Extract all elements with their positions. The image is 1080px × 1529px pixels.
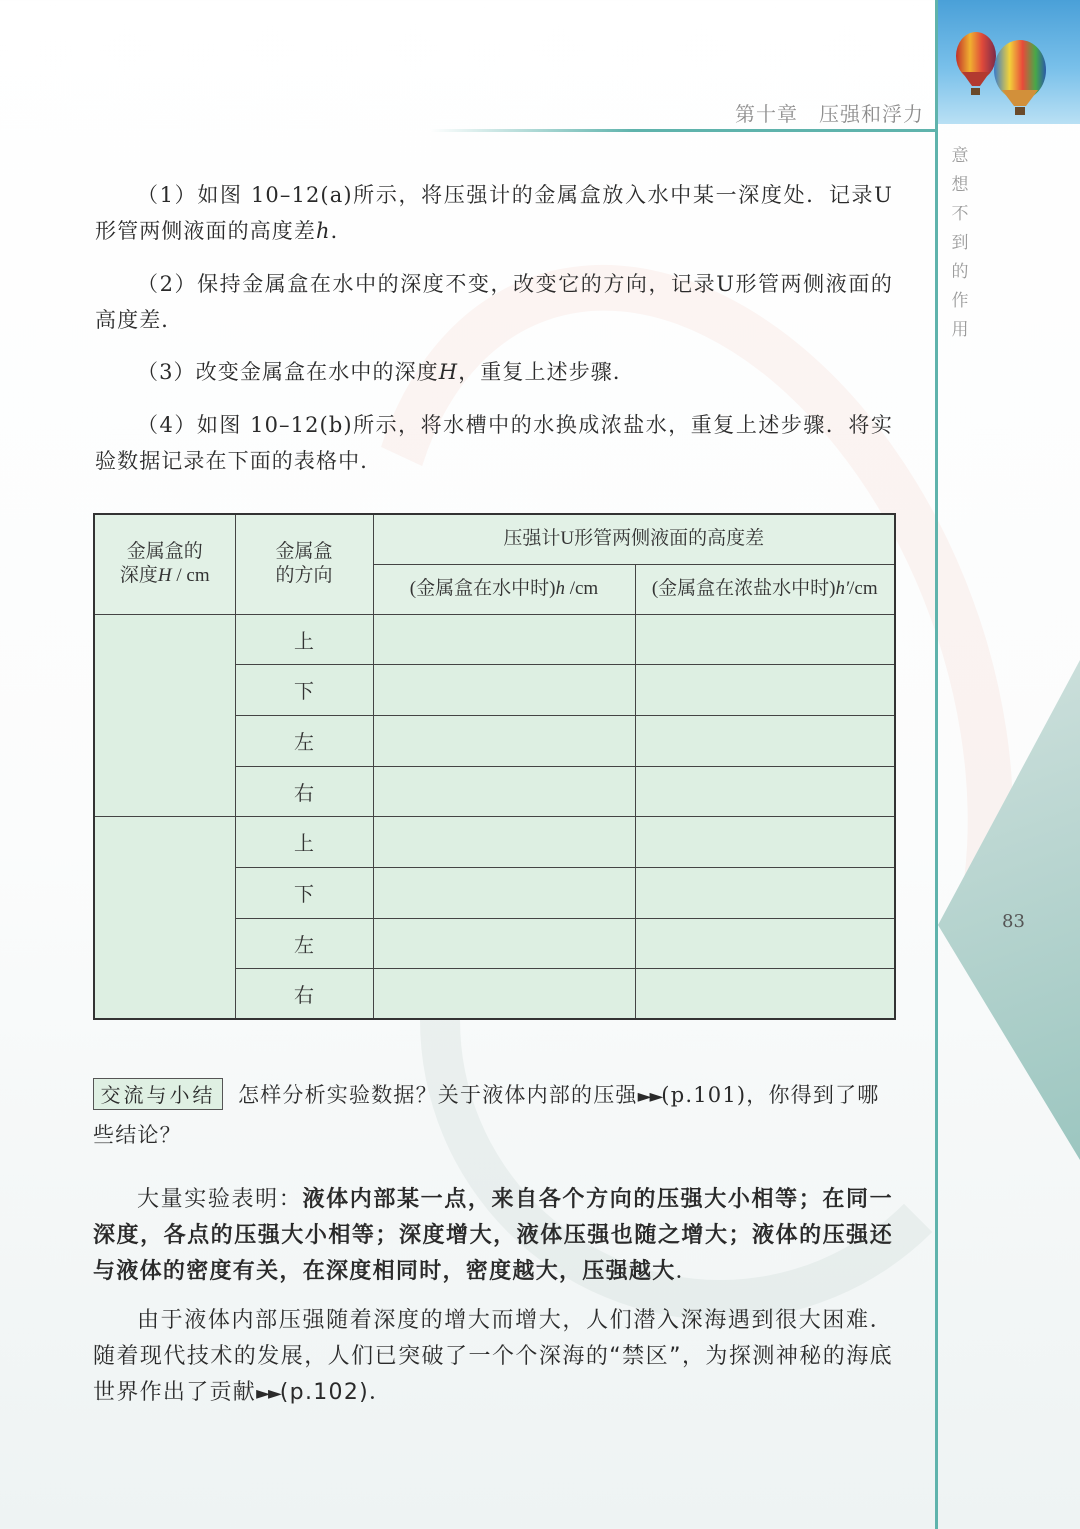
direction-cell: 右 <box>235 766 373 816</box>
variable: H <box>157 565 172 587</box>
water-cell <box>373 664 635 715</box>
header-text: (金属盒在浓盐水中时) <box>651 578 836 599</box>
data-table <box>93 513 896 1020</box>
step-4 <box>95 407 893 479</box>
header-depth <box>94 514 235 614</box>
direction-cell: 左 <box>235 918 373 968</box>
direction-cell: 左 <box>235 715 373 766</box>
header-text: /cm <box>849 578 878 599</box>
step-2 <box>95 266 893 338</box>
brine-cell <box>635 816 895 867</box>
step-3 <box>95 354 893 390</box>
summary-conclusion: 液体内部某一点，来自各个方向的压强大小相等；在同一深度，各点的压强大小相等；深度增大，液体压强也随之增大；液体的压强还与液体的密度有关，在深度相同时，密度越大，压强越大 <box>93 1187 893 1284</box>
sidebar-char: 的 <box>951 262 969 282</box>
summary-lead: 大量实验表明： <box>137 1187 303 1212</box>
discussion-question: 怎样分析实验数据？关于液体内部的压强 <box>238 1083 638 1107</box>
direction-cell: 上 <box>235 816 373 867</box>
brine-cell <box>635 614 895 664</box>
header-water <box>373 564 635 614</box>
sidebar-char: 想 <box>951 175 969 195</box>
step-text: ，重复上述步骤． <box>458 360 636 384</box>
sidebar-char: 用 <box>951 320 969 340</box>
variable: h <box>316 219 331 243</box>
sidebar-char: 意 <box>951 146 969 166</box>
water-cell <box>373 918 635 968</box>
brine-cell <box>635 766 895 816</box>
arrow-icon: ►► <box>256 1383 280 1404</box>
sidebar-char: 作 <box>951 291 969 311</box>
deep-sea-paragraph <box>93 1303 893 1412</box>
variable: H <box>438 360 459 384</box>
brine-cell <box>635 715 895 766</box>
step-text: 改变金属盒在水中的深度 <box>195 360 439 384</box>
summary-paragraph <box>93 1182 893 1290</box>
step-number: （2） <box>137 272 198 296</box>
discussion-text <box>93 1076 893 1154</box>
step-1 <box>95 177 893 249</box>
water-cell <box>373 766 635 816</box>
hot-air-balloon-icon <box>938 0 1080 124</box>
header-direction-line1: 金属盒 <box>275 541 333 563</box>
margin-rule <box>935 0 938 1529</box>
sidebar-vertical-label <box>950 142 970 345</box>
step-number: （4） <box>137 413 197 437</box>
brine-cell <box>635 664 895 715</box>
table-row <box>94 816 895 867</box>
step-number: （1） <box>137 183 198 207</box>
sidebar-char: 到 <box>951 233 969 253</box>
variable: h <box>555 578 565 599</box>
brine-cell <box>635 968 895 1019</box>
discussion-tag: 交流与小结 <box>93 1078 223 1110</box>
header-brine <box>635 564 895 614</box>
header-text: (金属盒在水中时) <box>409 578 556 599</box>
page-reference-link[interactable]: (p.102)． <box>279 1380 393 1405</box>
page-reference-link[interactable]: (p.101)，你得到了哪些结论？ <box>93 1083 880 1147</box>
hot-air-balloon-photo <box>938 0 1080 124</box>
water-cell <box>373 614 635 664</box>
water-cell <box>373 968 635 1019</box>
header-depth-line1: 金属盒的 <box>126 541 203 563</box>
header-text: 深度 <box>119 565 158 587</box>
direction-cell: 下 <box>235 664 373 715</box>
step-text: 如图 10–12(a)所示，将压强计的金属盒放入水中某一深度处．记录U形管两侧液面的高度差 <box>95 183 893 243</box>
step-number: （3） <box>137 360 196 384</box>
step-text: 如图 10–12(b)所示，将水槽中的水换成浓盐水，重复上述步骤．将实验数据记录在下面的表格中． <box>95 413 893 473</box>
water-cell <box>373 715 635 766</box>
water-cell <box>373 816 635 867</box>
header-text: /cm <box>564 578 599 599</box>
header-direction <box>235 514 373 614</box>
direction-cell: 右 <box>235 968 373 1019</box>
table-row <box>94 614 895 664</box>
sidebar-char: 不 <box>951 204 969 224</box>
brine-cell <box>635 867 895 918</box>
arrow-icon: ►► <box>637 1086 662 1107</box>
depth-cell <box>94 614 235 816</box>
header-height-difference: 压强计U形管两侧液面的高度差 <box>373 514 895 564</box>
variable: h′ <box>835 578 850 599</box>
depth-cell <box>94 816 235 1019</box>
water-cell <box>373 867 635 918</box>
brine-cell <box>635 918 895 968</box>
summary-end: ． <box>675 1259 699 1284</box>
chapter-title: 第十章 压强和浮力 <box>735 102 924 126</box>
step-text: 保持金属盒在水中的深度不变，改变它的方向，记录U形管两侧液面的高度差． <box>95 272 893 332</box>
direction-cell: 下 <box>235 867 373 918</box>
header-text: / cm <box>171 565 210 587</box>
header-depth-line2 <box>95 564 235 588</box>
header-rule <box>430 129 938 132</box>
direction-cell: 上 <box>235 614 373 664</box>
step-text: ． <box>330 219 353 243</box>
deep-sea-text: 由于液体内部压强随着深度的增大而增大，人们潜入深海遇到很大困难．随着现代技术的发展，人们已突破了一个个深海的“禁区”，为探测神秘的海底世界作出了贡献 <box>93 1308 893 1405</box>
page-number: 83 <box>1002 911 1025 932</box>
header-direction-line2: 的方向 <box>275 565 333 587</box>
